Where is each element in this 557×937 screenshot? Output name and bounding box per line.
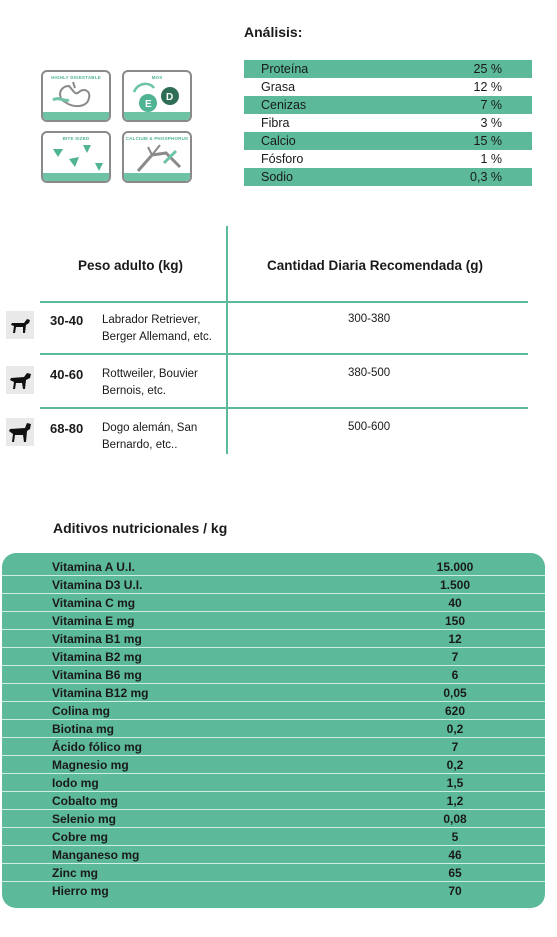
icon-caption: HIGHLY DIGESTABLE (51, 75, 101, 80)
row-divider (40, 353, 528, 355)
additive-name: Colina mg (52, 704, 111, 718)
additive-name: Vitamina C mg (52, 596, 136, 610)
additive-name: Zinc mg (52, 866, 99, 880)
additive-name: Selenio mg (52, 812, 117, 826)
nutrient-value: 3 % (480, 116, 502, 130)
additive-row (2, 738, 545, 756)
icon-band (43, 112, 109, 120)
additive-value: 0,05 (443, 686, 467, 700)
additive-row (2, 576, 545, 594)
breed-list: Labrador Retriever, Berger Allemand, etc. (102, 314, 212, 343)
additive-row (2, 630, 545, 648)
additive-row (2, 810, 545, 828)
additives-title: Aditivos nutricionales / kg (53, 520, 228, 536)
additive-value: 0,2 (446, 758, 464, 772)
additive-value: 7 (451, 650, 459, 664)
additive-row (2, 846, 545, 864)
analysis-row (244, 60, 532, 78)
additive-row (2, 756, 545, 774)
additive-value: 40 (448, 596, 462, 610)
analysis-title: Análisis: (244, 24, 303, 40)
kibble-icon (41, 131, 111, 183)
additive-name: Vitamina B6 mg (52, 668, 142, 682)
weight-range: 30-40 (50, 313, 84, 328)
additive-name: Vitamina D3 U.I. (52, 578, 143, 592)
analysis-row (244, 150, 532, 168)
nutrient-value: 25 % (391, 60, 532, 78)
additive-row (2, 684, 545, 702)
icon-band (124, 112, 190, 120)
row-divider (40, 301, 528, 303)
additive-row (2, 702, 545, 720)
row-divider (40, 407, 528, 409)
dog-icon (6, 418, 34, 446)
nutrient-name: Proteína (244, 60, 391, 78)
additive-row (2, 594, 545, 612)
breed-list: Dogo alemán, San Bernardo, etc.. (102, 422, 198, 451)
weight-range: 40-60 (50, 367, 84, 382)
additive-name: Vitamina B2 mg (52, 650, 142, 664)
additive-value: 65 (448, 866, 462, 880)
additive-value: 1,2 (446, 794, 464, 808)
nutrient-value: 12 % (473, 80, 502, 94)
dog-icon (6, 311, 34, 339)
daily-amount: 500-600 (348, 421, 391, 433)
additive-value: 0,2 (446, 722, 464, 736)
additive-value: 150 (444, 614, 466, 628)
additive-name: Cobalto mg (52, 794, 118, 808)
icon-band (43, 173, 109, 181)
additive-row (2, 828, 545, 846)
additive-value: 1.500 (439, 578, 471, 592)
additive-name: Vitamina B1 mg (52, 632, 142, 646)
nutrient-name: Sodio (244, 168, 391, 186)
nutrient-name: Calcio (244, 132, 391, 150)
additive-value: 46 (448, 848, 462, 862)
additive-value: 6 (451, 668, 459, 682)
nutrient-value: 0,3 % (391, 168, 532, 186)
additive-value: 0,08 (443, 812, 467, 826)
additive-value: 1,5 (446, 776, 464, 790)
additive-value: 5 (451, 830, 459, 844)
ed-capsule-icon (122, 70, 192, 122)
additive-name: Biotina mg (52, 722, 114, 736)
additive-row (2, 774, 545, 792)
nutrient-name: Fósforo (261, 152, 304, 166)
nutrient-name: Grasa (261, 80, 296, 94)
additive-name: Vitamina A U.I. (52, 560, 135, 574)
icon-caption: MOS (151, 75, 163, 80)
additive-value: 15.000 (436, 560, 474, 574)
analysis-row (244, 168, 532, 186)
nutrient-name: Fibra (261, 116, 290, 130)
additive-value: 7 (451, 740, 459, 754)
icon-caption: CALCIUM & PHOSPHORUS (125, 136, 189, 141)
weight-header: Peso adulto (kg) (78, 258, 184, 273)
joint-icon (122, 131, 192, 183)
stomach-icon (41, 70, 111, 122)
dog-icon (6, 366, 34, 394)
additive-row (2, 666, 545, 684)
additive-row (2, 648, 545, 666)
nutrient-value: 15 % (391, 132, 532, 150)
additive-value: 12 (448, 632, 462, 646)
svg-text:D: D (166, 92, 174, 103)
additive-name: Vitamina E mg (52, 614, 135, 628)
breed-list: Rottweiler, Bouvier Bernois, etc. (102, 368, 198, 397)
analysis-row (244, 132, 532, 150)
additive-name: Hierro mg (52, 884, 109, 898)
daily-amount: 300-380 (348, 313, 391, 325)
additive-name: Manganeso mg (52, 848, 140, 862)
nutrient-value: 7 % (391, 96, 532, 114)
additive-name: Cobre mg (52, 830, 109, 844)
additive-row (2, 720, 545, 738)
additive-row (2, 612, 545, 630)
analysis-row (244, 96, 532, 114)
additive-name: Vitamina B12 mg (52, 686, 149, 700)
additive-name: Magnesio mg (52, 758, 129, 772)
nutrient-value: 1 % (480, 152, 502, 166)
additive-row (2, 864, 545, 882)
weight-range: 68-80 (50, 421, 84, 436)
additive-value: 70 (448, 884, 462, 898)
analysis-table (244, 60, 532, 186)
additive-name: Ácido fólico mg (52, 740, 142, 754)
additive-name: Iodo mg (52, 776, 99, 790)
svg-text:E: E (145, 99, 152, 110)
nutrient-name: Cenizas (244, 96, 391, 114)
analysis-row (244, 114, 532, 132)
analysis-row (244, 78, 532, 96)
icon-band (124, 173, 190, 181)
column-divider (226, 226, 228, 454)
daily-amount: 380-500 (348, 367, 391, 379)
additive-value: 620 (444, 704, 466, 718)
amount-header: Cantidad Diaria Recomendada (g) (267, 258, 484, 273)
additive-row (2, 882, 545, 900)
icon-caption: BITE SIZED (62, 136, 90, 141)
additive-row (2, 792, 545, 810)
additive-row (2, 558, 545, 576)
